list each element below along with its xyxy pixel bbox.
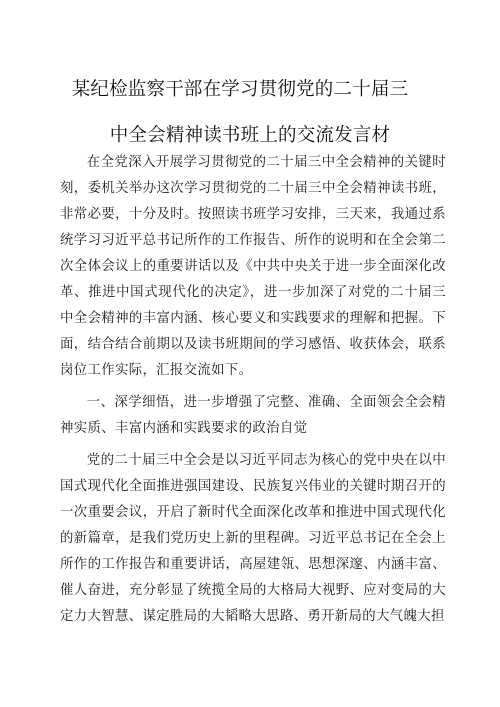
document-title-line-2: 中全会精神读书班上的交流发言材: [109, 125, 391, 146]
document-body: [60, 150, 446, 636]
document-title-line-1: 某纪检监察干部在学习贯彻党的二十届三: [71, 79, 409, 100]
paragraph-section-1: 党的二十届三中全会是以习近平同志为核心的党中央在以中国式现代化全面推进强国建设、民族复兴伟业的关键时期召开的一次重要会议，开启了新时代全面深化改革和推进中国式现代化的新篇章，是我们党历史上新的里程碑。习近平总书记在全会上所作的工作报告和重要讲话，高屋建瓴、思想深邃、内涵丰富、催人奋进，充分彰显了统揽全局的大格局大视野、应对变局的大定力大智慧、谋定胜局的大韬略大思路、勇开新局的大气魄大担: [60, 453, 446, 624]
paragraph-intro: 在全党深入开展学习贯彻党的二十届三中全会精神的关键时刻，委机关举办这次学习贯彻党的二十届三中全会精神读书班，非常必要，十分及时。按照读书班学习安排，三天来，我通过系统学习习近平总书记所作的工作报告、所作的说明和在全会第二次全体会议上的重要讲话以及《中共中央关于进一步全面深化改革、推进中国式现代化的决定》，进一步加深了对党的二十届三中全会精神的丰富内涵、核心要义和实践要求的理解和把握。下面，结合结合前期以及读书班期间的学习感悟、收获体会，联系岗位工作实际，汇报交流如下。: [60, 155, 446, 378]
section-heading-1: 一、深学细悟，进一步增强了完整、准确、全面领会全会精神实质、丰富内涵和实践要求的政治自觉: [60, 395, 446, 436]
